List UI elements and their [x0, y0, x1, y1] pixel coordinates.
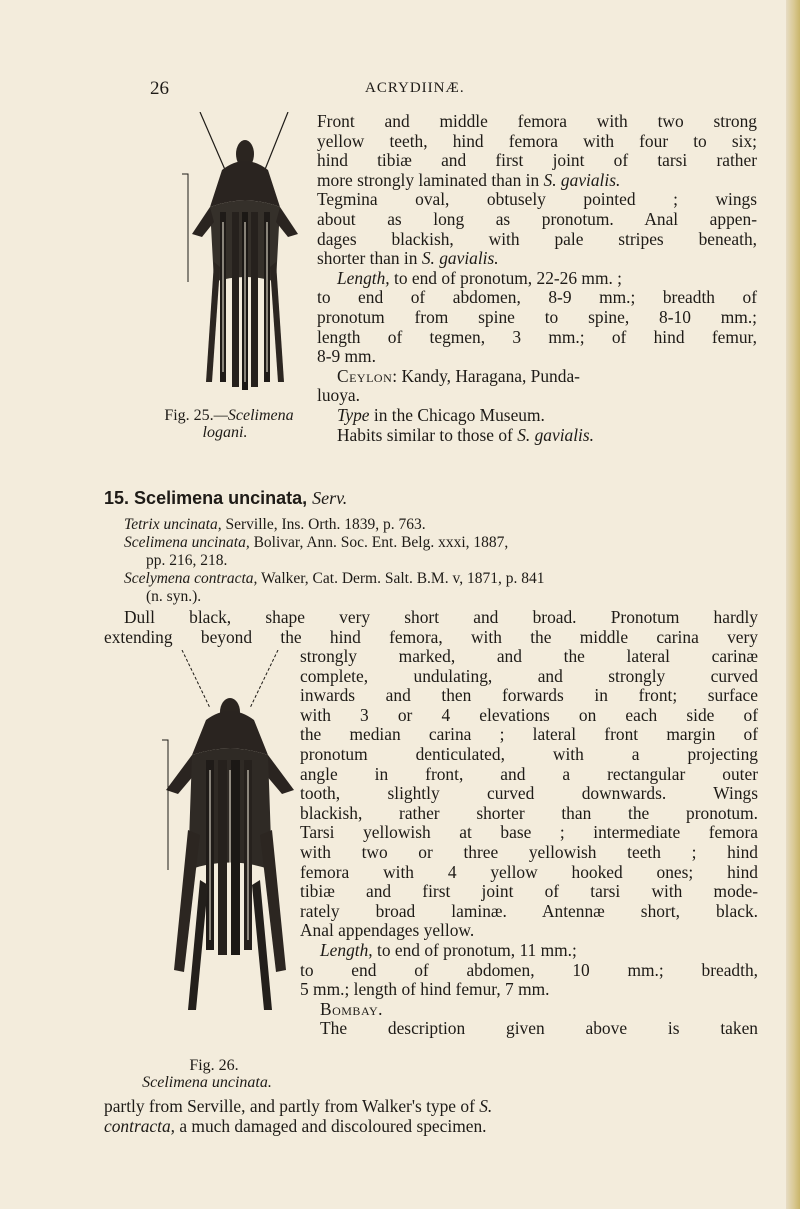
species-name: Scelimena uncinata,: [134, 488, 308, 508]
closing-line: partly from Serville, and partly from Walker's type of S.: [104, 1096, 493, 1116]
desc-line: more strongly laminated than in S. gavialis.: [317, 169, 621, 190]
figure-25-label: Fig. 25.: [164, 407, 214, 424]
desc-line: with 3 or 4 elevations on each side of: [300, 704, 758, 725]
synonym-entry: Scelimena uncinata, Bolivar, Ann. Soc. Ent. Belg. xxxi, 1887,: [124, 534, 509, 551]
species-heading: [104, 488, 347, 509]
page-edge-shadow: [786, 0, 800, 1209]
synonymy-list: [124, 516, 764, 606]
species-ref: S. gavialis.: [421, 248, 499, 269]
species-number: 15.: [104, 488, 130, 508]
desc-line: yellow teeth, hind femora with four to six;: [317, 130, 757, 151]
figure-26-illustration: [160, 650, 300, 1050]
synonym-entry: Scelymena contracta, Walker, Cat. Derm. Salt. B.M. v, 1871, p. 841: [124, 570, 545, 587]
habits-line: Habits similar to those of S. gavialis.: [337, 424, 594, 445]
page-number: 26: [150, 78, 169, 99]
locality-label: Bombay.: [320, 998, 384, 1019]
figure-25-caption: [164, 407, 294, 441]
length-line: to end of abdomen, 10 mm.; breadth,: [300, 959, 758, 980]
figure-26-species: Scelimena uncinata.: [142, 1074, 272, 1091]
length-line: Length, to end of pronotum, 22-26 mm. ;: [337, 267, 623, 288]
type-label: Type: [337, 404, 370, 425]
length-line: 8-9 mm.: [317, 346, 376, 367]
desc-line: Tarsi yellowish at base ; intermediate femora: [300, 822, 758, 843]
desc-line: tibiæ and first joint of tarsi with mode-: [300, 881, 758, 902]
desc-line: hind tibiæ and first joint of tarsi rather: [317, 150, 757, 171]
desc-line: the median carina ; lateral front margin of: [300, 724, 758, 745]
length-line: pronotum from spine to spine, 8-10 mm.;: [317, 306, 757, 327]
desc-line: angle in front, and a rectangular outer: [300, 763, 758, 784]
length-label: Length,: [337, 267, 390, 288]
closing-line: contracta, a much damaged and discoloured specimen.: [104, 1115, 487, 1136]
desc-line: shorter than in S. gavialis.: [317, 248, 499, 269]
synonym-entry: Tetrix uncinata, Serville, Ins. Orth. 1839, p. 763.: [124, 516, 426, 533]
running-header: [150, 78, 650, 102]
uncinata-description: [300, 647, 758, 1039]
locality-line: Ceylon: Kandy, Haragana, Punda-: [337, 365, 580, 386]
running-title: ACRYDIINÆ.: [365, 80, 465, 96]
desc-line: femora with 4 yellow hooked ones; hind: [300, 861, 758, 882]
type-line: Type in the Chicago Museum.: [337, 404, 545, 425]
desc-line: rately broad laminæ. Antennæ short, black.: [300, 900, 758, 921]
closing-line: The description given above is taken: [320, 1018, 758, 1039]
species-ref: S. gavialis.: [517, 424, 594, 445]
desc-line: complete, undulating, and strongly curved: [300, 665, 758, 686]
desc-line: tooth, slightly curved downwards. Wings: [300, 783, 758, 804]
uncinata-closing: [104, 1097, 758, 1136]
synonym-cont: (n. syn.).: [146, 588, 202, 605]
length-label: Length,: [320, 939, 373, 960]
length-line: Length, to end of pronotum, 11 mm.;: [320, 939, 577, 960]
figure-26-caption: [144, 1057, 284, 1091]
desc-line: blackish, rather shorter than the pronotum.: [300, 802, 758, 823]
length-line: length of tegmen, 3 mm.; of hind femur,: [317, 326, 757, 347]
locality-line: [300, 1000, 758, 1020]
length-line: 5 mm.; length of hind femur, 7 mm.: [300, 979, 550, 1000]
figure-26-label: Fig. 26.: [189, 1057, 239, 1074]
desc-line: pronotum denticulated, with a projecting: [300, 743, 758, 764]
desc-line: with two or three yellowish teeth ; hind: [300, 841, 758, 862]
desc-line: Tegmina oval, obtusely pointed ; wings: [317, 189, 757, 210]
intro-line: extending beyond the hind femora, with the middle carina very: [104, 626, 758, 647]
desc-line: about as long as pronotum. Anal appen-: [317, 208, 757, 229]
desc-line: dages blackish, with pale stripes beneath,: [317, 228, 757, 249]
desc-line: Front and middle femora with two strong: [317, 111, 757, 131]
uncinata-intro: [104, 608, 758, 647]
length-line: to end of abdomen, 8-9 mm.; breadth of: [317, 287, 757, 308]
desc-line: strongly marked, and the lateral carinæ: [300, 646, 758, 666]
figure-25-illustration: [180, 112, 310, 402]
intro-line: Dull black, shape very short and broad. Pronotum hardly: [124, 607, 758, 627]
figure-25-species: logani.: [202, 424, 248, 441]
locality-cont: luoya.: [317, 385, 360, 406]
species-author: Serv.: [312, 488, 348, 508]
species-ref: S. gavialis.: [543, 169, 621, 190]
species-logani-description: [317, 112, 757, 445]
desc-line: inwards and then forwards in front; surface: [300, 685, 758, 706]
locality-label: Ceylon: [337, 365, 393, 386]
synonym-cont: pp. 216, 218.: [146, 552, 228, 569]
figure-25-genus: —Scelimena: [213, 407, 294, 424]
desc-line: Anal appendages yellow.: [300, 920, 475, 941]
